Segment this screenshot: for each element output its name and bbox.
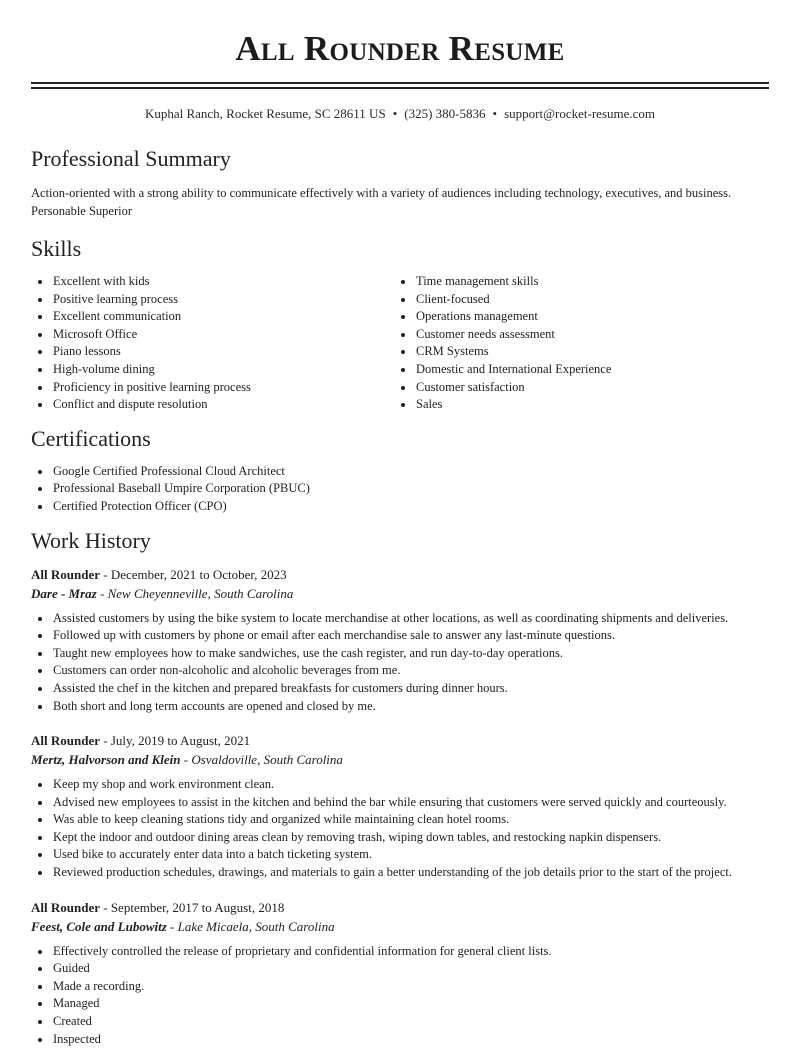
job-title-line: All Rounder - September, 2017 to August, 2018	[31, 899, 285, 915]
job-duty: Taught new employees how to make sandwiches, use the cash register, and run day-to-day operations.	[31, 645, 769, 663]
bullet-separator: •	[492, 106, 498, 121]
job-duties	[31, 776, 769, 882]
skill-item: Customer satisfaction	[394, 379, 757, 397]
job-title-line: All Rounder - July, 2019 to August, 2021	[31, 733, 251, 749]
job-duty: Assisted the chef in the kitchen and prepared breakfasts for customers during dinner hours.	[31, 680, 769, 698]
job-dates: September, 2017 to August, 2018	[110, 899, 285, 915]
job-duty: Was able to keep cleaning stations tidy and organized while maintaining clean hotel rooms.	[31, 811, 769, 829]
job-duty: Customers can order non-alcoholic and alcoholic beverages from me.	[31, 662, 769, 680]
job-location: New Cheyenneville, South Carolina	[107, 585, 294, 601]
job-dates: July, 2019 to August, 2021	[110, 733, 251, 749]
job-duty: Assisted customers by using the bike system to locate merchandise at other locations, as well as coordinating shipments and deliveries.	[31, 610, 769, 628]
job-dates: December, 2021 to October, 2023	[110, 566, 287, 582]
job-location: Lake Micaela, South Carolina	[177, 918, 335, 934]
job-duty: Both short and long term accounts are opened and closed by me.	[31, 698, 769, 716]
job-company-line: Mertz, Halvorson and Klein - Osvaldoville, South Carolina	[31, 752, 343, 768]
certification-item: Professional Baseball Umpire Corporation (PBUC)	[31, 480, 769, 498]
contact-email: support@rocket-resume.com	[504, 106, 656, 121]
job-duty: Made a recording.	[31, 978, 769, 996]
skill-item: Time management skills	[394, 273, 757, 291]
job-entry	[31, 898, 769, 1048]
skill-item: Microsoft Office	[31, 326, 394, 344]
job-duty: Guided	[31, 960, 769, 978]
contact-line	[31, 105, 769, 123]
skills-column-right	[394, 273, 757, 414]
job-duty: Managed	[31, 995, 769, 1013]
job-duty: Effectively controlled the release of proprietary and confidential information for general client lists.	[31, 943, 769, 961]
job-duty: Inspected	[31, 1031, 769, 1048]
skill-item: Client-focused	[394, 291, 757, 309]
contact-address: Kuphal Ranch, Rocket Resume, SC 28611 US	[144, 106, 386, 121]
job-duty: Kept the indoor and outdoor dining areas clean by removing trash, wiping down tables, and restocking napkin dispensers.	[31, 829, 769, 847]
certification-item: Certified Protection Officer (CPO)	[31, 498, 769, 516]
skill-item: Piano lessons	[31, 343, 394, 361]
skill-item: Customer needs assessment	[394, 326, 757, 344]
skill-item: Operations management	[394, 308, 757, 326]
job-duties	[31, 610, 769, 716]
job-role: All Rounder	[31, 566, 100, 582]
skills-grid	[31, 273, 769, 414]
certifications-heading: Certifications	[31, 425, 151, 451]
summary-text: Action-oriented with a strong ability to communicate effectively with a variety of audiences including technology, executives, and business. Personable Superior	[31, 186, 732, 218]
resume-name: All Rounder Resume	[235, 29, 565, 68]
summary-heading: Professional Summary	[31, 146, 231, 171]
job-duty: Reviewed production schedules, drawings, and materials to gain a better understanding of the job details prior to the start of the project.	[31, 864, 769, 882]
job-duty: Created	[31, 1013, 769, 1031]
skills-column-left	[31, 273, 394, 414]
job-company: Dare - Mraz	[31, 585, 97, 601]
skill-item: Domestic and International Experience	[394, 361, 757, 379]
job-entry	[31, 565, 769, 716]
skills-heading: Skills	[31, 236, 82, 261]
job-company: Mertz, Halvorson and Klein	[31, 752, 181, 768]
job-duty: Followed up with customers by phone or email after each merchandise sale to answer any last-minute questions.	[31, 627, 769, 645]
job-company-line: Dare - Mraz - New Cheyenneville, South Carolina	[31, 585, 294, 601]
certification-item: Google Certified Professional Cloud Architect	[31, 463, 769, 481]
skill-item: Sales	[394, 396, 757, 414]
job-duty: Keep my shop and work environment clean.	[31, 776, 769, 794]
skill-item: High-volume dining	[31, 361, 394, 379]
skill-item: Excellent communication	[31, 308, 394, 326]
skill-item: Excellent with kids	[31, 273, 394, 291]
job-company: Feest, Cole and Lubowitz	[31, 918, 167, 934]
job-role: All Rounder	[31, 899, 100, 915]
job-entry	[31, 731, 769, 882]
header-rule-thick	[31, 87, 769, 90]
job-location: Osvaldoville, South Carolina	[191, 752, 343, 768]
job-duty: Used bike to accurately enter data into a batch ticketing system.	[31, 846, 769, 864]
contact-phone: (325) 380-5836	[404, 106, 486, 121]
job-duty: Advised new employees to assist in the kitchen and behind the bar while ensuring that customers were served quickly and courteously.	[31, 794, 769, 812]
skill-item: CRM Systems	[394, 343, 757, 361]
job-duties	[31, 943, 769, 1048]
skill-item: Conflict and dispute resolution	[31, 396, 394, 414]
skill-item: Positive learning process	[31, 291, 394, 309]
job-role: All Rounder	[31, 733, 100, 749]
bullet-separator: •	[392, 106, 398, 121]
skill-item: Proficiency in positive learning process	[31, 379, 394, 397]
certifications-list	[31, 463, 769, 516]
job-company-line: Feest, Cole and Lubowitz - Lake Micaela, South Carolina	[31, 918, 335, 934]
job-title-line: All Rounder - December, 2021 to October, 2023	[31, 566, 287, 582]
work-history-heading: Work History	[31, 527, 151, 553]
